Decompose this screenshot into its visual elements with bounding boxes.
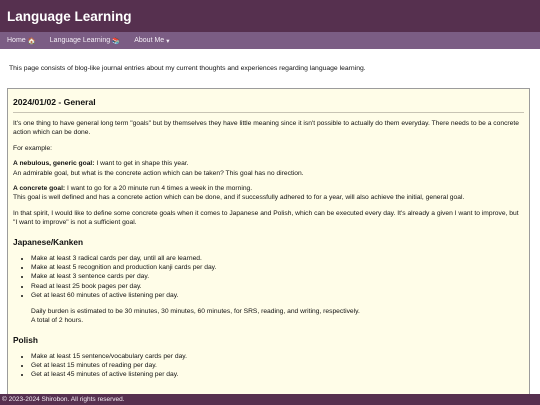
list-item: • Get at least 60 minutes of active listening per day. (31, 291, 529, 300)
chevron-down-icon: ▾ (166, 37, 170, 45)
example-concrete-label: A concrete goal: (13, 185, 66, 193)
books-icon: 📚 (112, 37, 121, 45)
polish-goal-list (8, 352, 529, 380)
daily-burden-note (31, 307, 529, 326)
nav-about-me[interactable] (134, 37, 169, 45)
header-bar (0, 0, 540, 32)
footer (0, 394, 540, 405)
copyright-text: © 2023-2024 Shirobon. All rights reserved. (2, 396, 125, 403)
example-nebulous-label: A nebulous, generic goal: (13, 160, 95, 168)
nav-home[interactable] (7, 37, 36, 45)
entry-title: 2024/01/02 - General (13, 97, 96, 107)
nav-language-learning-label: Language Learning (49, 37, 111, 44)
nav-bar (0, 32, 540, 49)
list-item: • Make at least 15 sentence/vocabulary cards per day. (31, 352, 529, 361)
intro-text: This page consists of blog-like journal entries about my current thoughts and experiences regarding language learning. (9, 65, 366, 72)
example-nebulous (13, 159, 524, 178)
example-nebulous-detail: An admirable goal, but what is the concrete action which can be taken? This goal has no direction. (13, 169, 304, 177)
section-heading-japanese: Japanese/Kanken (13, 236, 84, 247)
journal-entry (7, 88, 530, 400)
nav-about-me-label: About Me (134, 37, 165, 44)
list-item: • Get at least 45 minutes of active listening per day. (31, 370, 529, 379)
section-heading-polish: Polish (13, 334, 38, 345)
daily-burden-text: Daily burden is estimated to be 30 minutes, 30 minutes, 60 minutes, for SRS, reading, and writing, respectively. (31, 308, 360, 316)
nav-home-label: Home (7, 37, 26, 44)
site-title: Language Learning (7, 8, 132, 24)
entry-paragraph-1: It's one thing to have general long term "goals" but by themselves they have little meaning since it isn't possible to actually do them everyday. There needs to be a concrete action which can be done. (13, 120, 519, 137)
nav-language-learning[interactable] (50, 37, 120, 45)
example-concrete-text: I want to go for a 20 minute run 4 times a week in the morning. (65, 185, 253, 193)
example-nebulous-text: I want to get in shape this year. (94, 160, 189, 168)
japanese-goal-list (8, 254, 529, 300)
list-item: • Make at least 5 recognition and production kanji cards per day. (31, 263, 529, 272)
example-concrete (13, 184, 524, 203)
list-item: • Read at least 25 book pages per day. (31, 282, 529, 291)
example-concrete-detail: This goal is well defined and has a concrete action which can be done, and if successfully adhered to for a year, will also achieve the initial, general goal. (13, 194, 465, 202)
list-item: • Get at least 15 minutes of reading per day. (31, 361, 529, 370)
entry-paragraph-3: In that spirit, I would like to define some concrete goals when it comes to Japanese and Polish, which can be executed every day. It's already a given I want to improve, but "I want to improve" is not a sufficient goal. (13, 209, 519, 227)
daily-total-text: A total of 2 hours. (31, 317, 84, 325)
home-icon: 🏠 (27, 37, 36, 45)
list-item: • Make at least 3 radical cards per day, until all are learned. (31, 254, 529, 263)
divider (13, 112, 524, 113)
list-item: • Make at least 3 sentence cards per day. (31, 272, 529, 281)
entry-paragraph-2: For example: (13, 144, 53, 152)
